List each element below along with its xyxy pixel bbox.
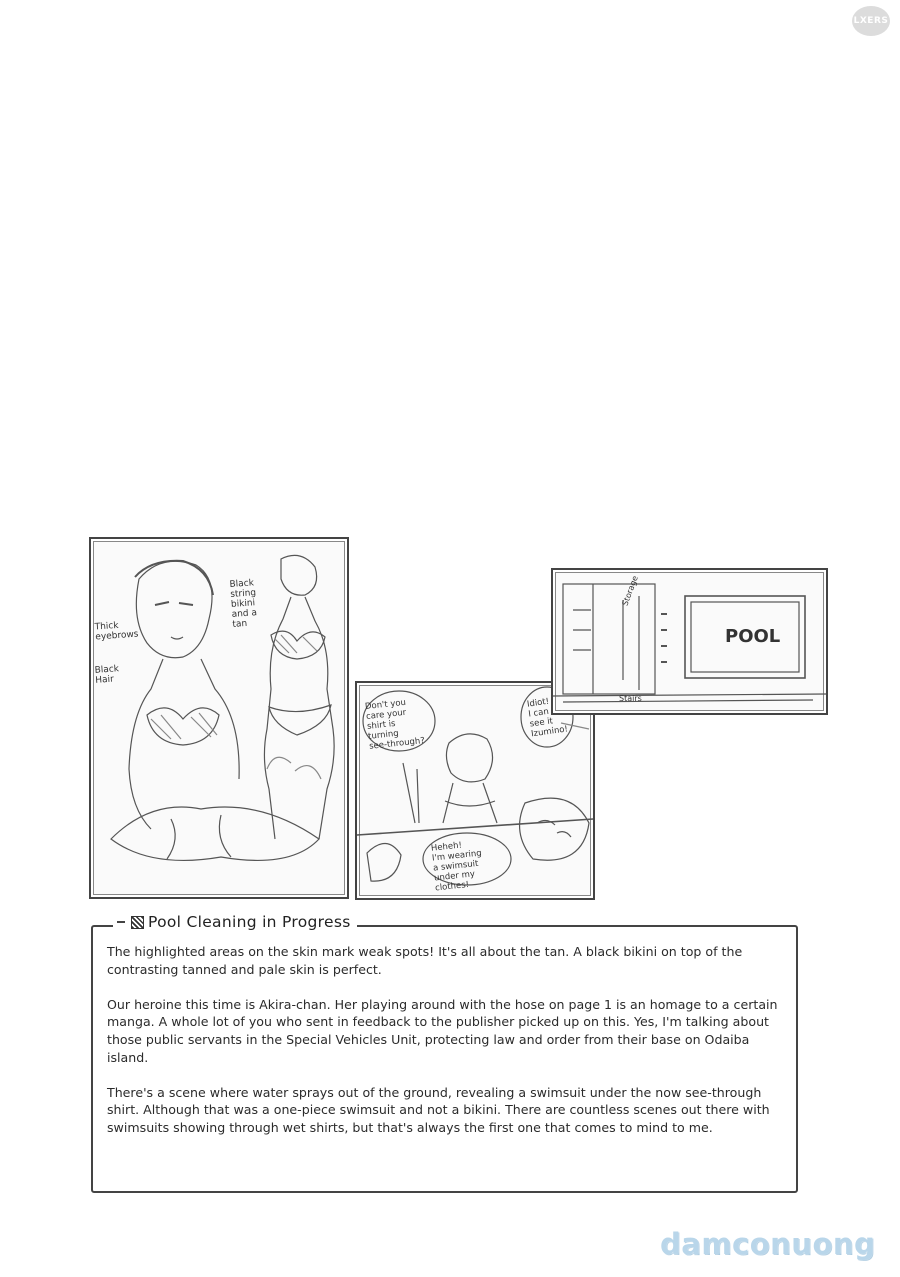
header-dash [117, 921, 125, 923]
speech-bubble-3: Heheh! I'm wearing a swimsuit under my clothes! [430, 840, 483, 894]
character-sketch-drawing [91, 539, 347, 897]
author-note-box [91, 913, 798, 1193]
speech-bubble-2: Idiot! I can see it Izumino! [526, 696, 569, 740]
pool-layout-sketch-panel [551, 568, 828, 715]
sketch-note-eyebrows: Thick eyebrows [94, 620, 139, 643]
sketch-note-hair: Black Hair [94, 664, 120, 686]
note-header [113, 913, 357, 931]
storage-label: Storage [620, 574, 640, 608]
note-title: Pool Cleaning in Progress [148, 913, 351, 931]
note-paragraph: The highlighted areas on the skin mark weak spots! It's all about the tan. A black bikini on top of the contrasting tanned and pale skin is perfect. [107, 944, 743, 977]
note-body [107, 943, 784, 1137]
note-paragraph: Our heroine this time is Akira-chan. Her playing around with the hose on page 1 is an homage to a certain manga. A whole lot of you who sent in feedback to the publisher picked up on this. Yes, I'm talking about those public servants in the Special Vehicles Unit, protecting law and order from their base on Odaiba island. [107, 996, 778, 1065]
stairs-label: Stairs [619, 694, 642, 703]
site-watermark: damconuong [660, 1227, 876, 1261]
pool-label: POOL [725, 626, 781, 647]
character-sketch-panel [89, 537, 349, 899]
speech-bubble-1: Don't you care your shirt is turning see-through? [364, 697, 426, 752]
hatched-square-icon [131, 916, 144, 929]
pool-layout-drawing [553, 570, 826, 713]
corner-logo-badge: LXERS [852, 6, 890, 36]
note-paragraph: There's a scene where water sprays out of the ground, revealing a swimsuit under the now see-through shirt. Although that was a one-piece swimsuit and not a bikini. There are countless scenes out there with swimsuits showing through wet shirts, but that's always the first one that comes to mind to me. [107, 1084, 770, 1135]
sketch-note-bikini: Black string bikini and a tan [229, 578, 258, 630]
